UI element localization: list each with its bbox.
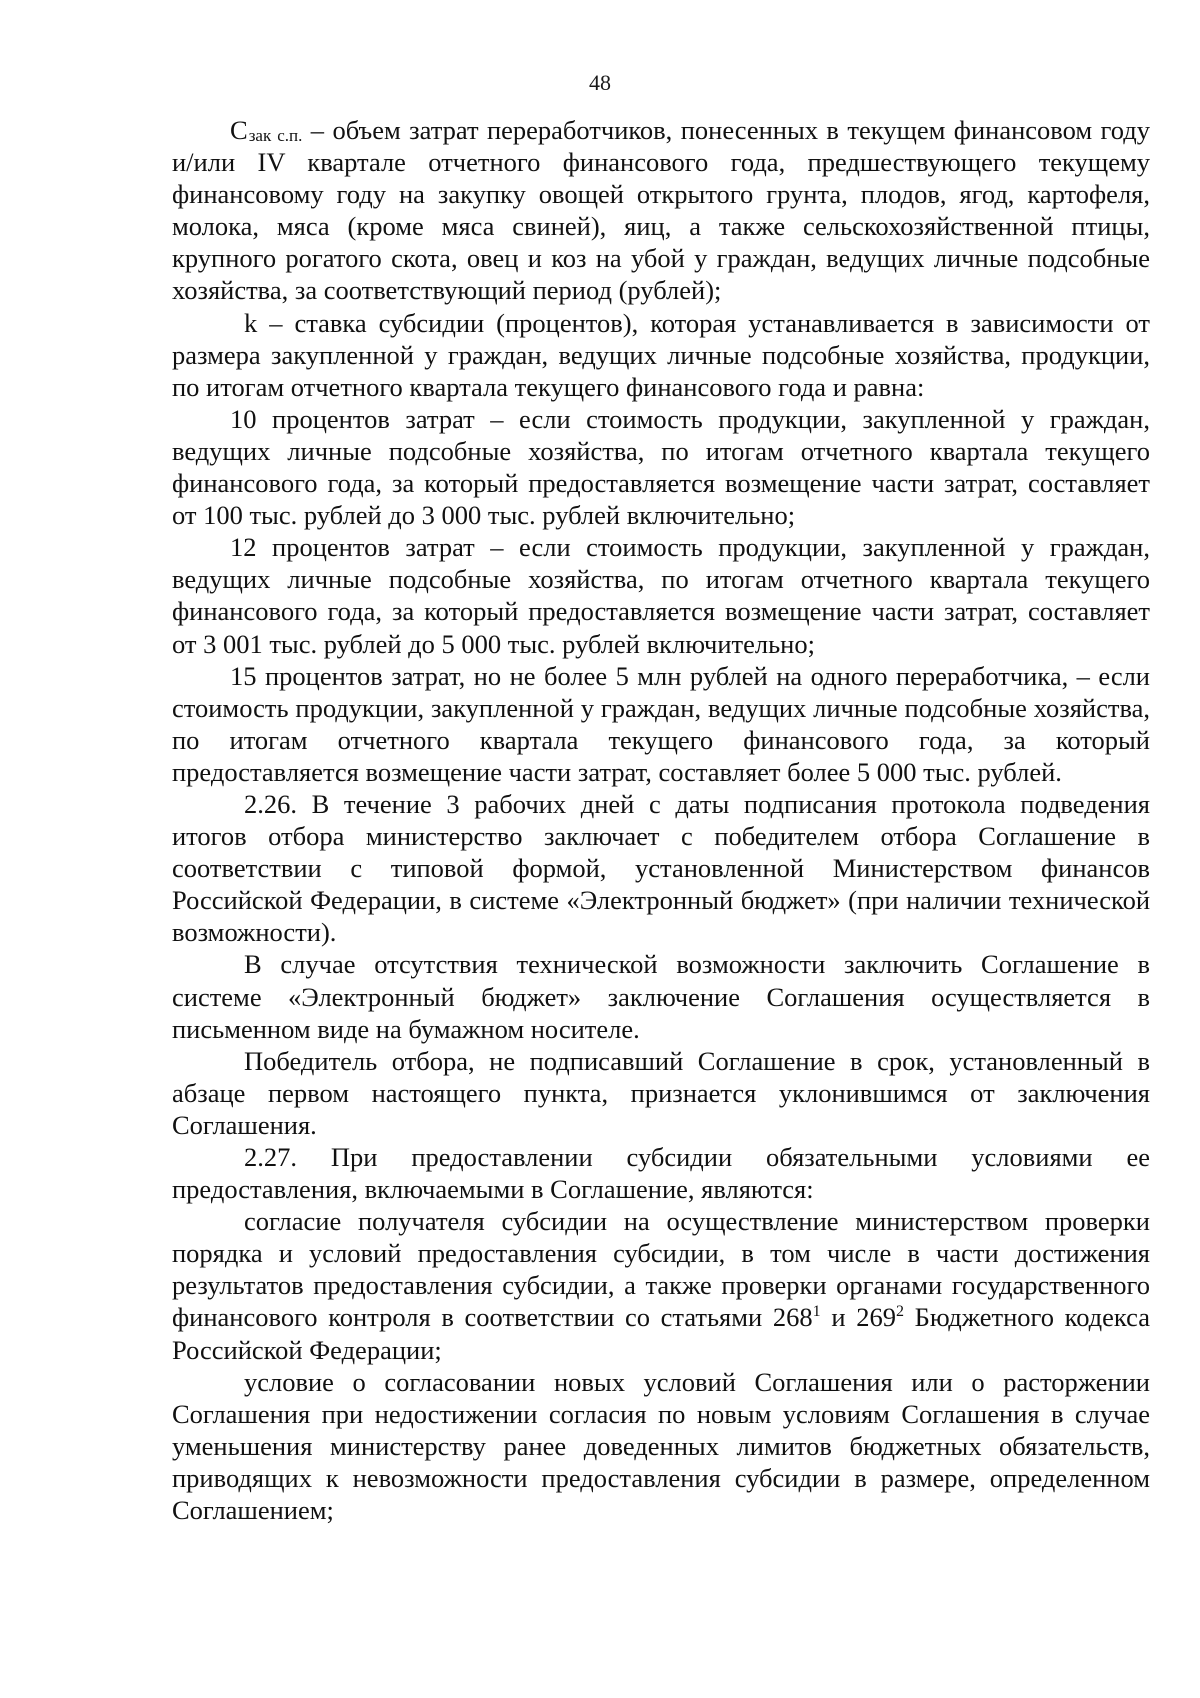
- paragraph-rate-10: 10 процентов затрат – если стоимость продукции, закупленной у граждан, ведущих личные подсобные хозяйства, по итогам отчетного квартала текущего финансового года, за который предоставляется возмещение части затрат, составляет от 100 тыс. рублей до 3 000 тыс. рублей включительно;: [172, 403, 1150, 531]
- page-number: 48: [589, 70, 611, 95]
- paragraph-rate-12: 12 процентов затрат – если стоимость продукции, закупленной у граждан, ведущих личные подсобные хозяйства, по итогам отчетного квартала текущего финансового года, за который предоставляется возмещение части затрат, составляет от 3 001 тыс. рублей до 5 000 тыс. рублей включительно;: [172, 532, 1150, 659]
- formula-subscript: зак с.п.: [248, 126, 303, 145]
- paragraph-rate-definition: k – ставка субсидии (процентов), которая устанавливается в зависимости от размера закупленной у граждан, ведущих личные подсобные хозяйства, продукции, по итогам отчетного квартала текущего финансового года и равна:: [172, 307, 1150, 402]
- paragraph-no-technical-possibility: В случае отсутствия технической возможности заключить Соглашение в системе «Электронный бюджет» заключение Соглашения осуществляется в письменном виде на бумажном носителе.: [172, 949, 1150, 1044]
- paragraph-text: Бюджетного кодекса Российской Федерации;: [172, 1302, 1150, 1365]
- document-body: [172, 114, 1150, 1526]
- paragraph-2-27: 2.27. При предоставлении субсидии обязательными условиями ее предоставления, включаемыми в Соглашение, являются:: [172, 1142, 1150, 1205]
- paragraph-new-conditions: условие о согласовании новых условий Соглашения или о расторжении Соглашения при недостижении согласия по новым условиям Соглашения в случае уменьшения министерству ранее доведенных лимитов бюджетных обязательств, приводящих к невозможности предоставления субсидии в размере, определенном Соглашением;: [172, 1366, 1150, 1526]
- paragraph-text: согласие получателя субсидии на осуществление министерством проверки порядка и условий предоставления субсидии, в том числе в части достижения результатов предоставления субсидии, а также проверки органами государственного финансового контроля в соответствии со статьями 268: [172, 1206, 1150, 1333]
- paragraph-winner-evasion: Победитель отбора, не подписавший Соглашение в срок, установленный в абзаце первом настоящего пункта, признается уклонившимся от заключения Соглашения.: [172, 1045, 1150, 1140]
- paragraph-text: – объем затрат переработчиков, понесенных в текущем финансовом году и/или IV квартале отчетного финансового года, предшествующего текущему финансовому году на закупку овощей открытого грунта, плодов, ягод, картофеля, молока, мяса (кроме мяса свиней), яиц, а также сельскохозяйственной птицы, крупного рогатого скота, овец и коз на убой у граждан, ведущих личные подсобные хозяйства, за соответствующий период (рублей);: [172, 115, 1150, 306]
- paragraph-text: и 269: [820, 1302, 896, 1333]
- paragraph-cost-definition: [172, 114, 1150, 307]
- paragraph-rate-15: 15 процентов затрат, но не более 5 млн рублей на одного переработчика, – если стоимость продукции, закупленной у граждан, ведущих личные подсобные хозяйства, по итогам отчетного квартала текущего финансового года, за который предоставляется возмещение части затрат, составляет более 5 000 тыс. рублей.: [172, 660, 1150, 787]
- formula-symbol: C: [230, 115, 248, 145]
- superscript-1: 1: [812, 1303, 821, 1321]
- superscript-2: 2: [895, 1303, 904, 1321]
- paragraph-consent-inspection: [172, 1205, 1150, 1365]
- paragraph-2-26: 2.26. В течение 3 рабочих дней с даты подписания протокола подведения итогов отбора министерство заключает с победителем отбора Соглашение в соответствии с типовой формой, установленной Министерством финансов Российской Федерации, в системе «Электронный бюджет» (при наличии технической возможности).: [172, 788, 1150, 948]
